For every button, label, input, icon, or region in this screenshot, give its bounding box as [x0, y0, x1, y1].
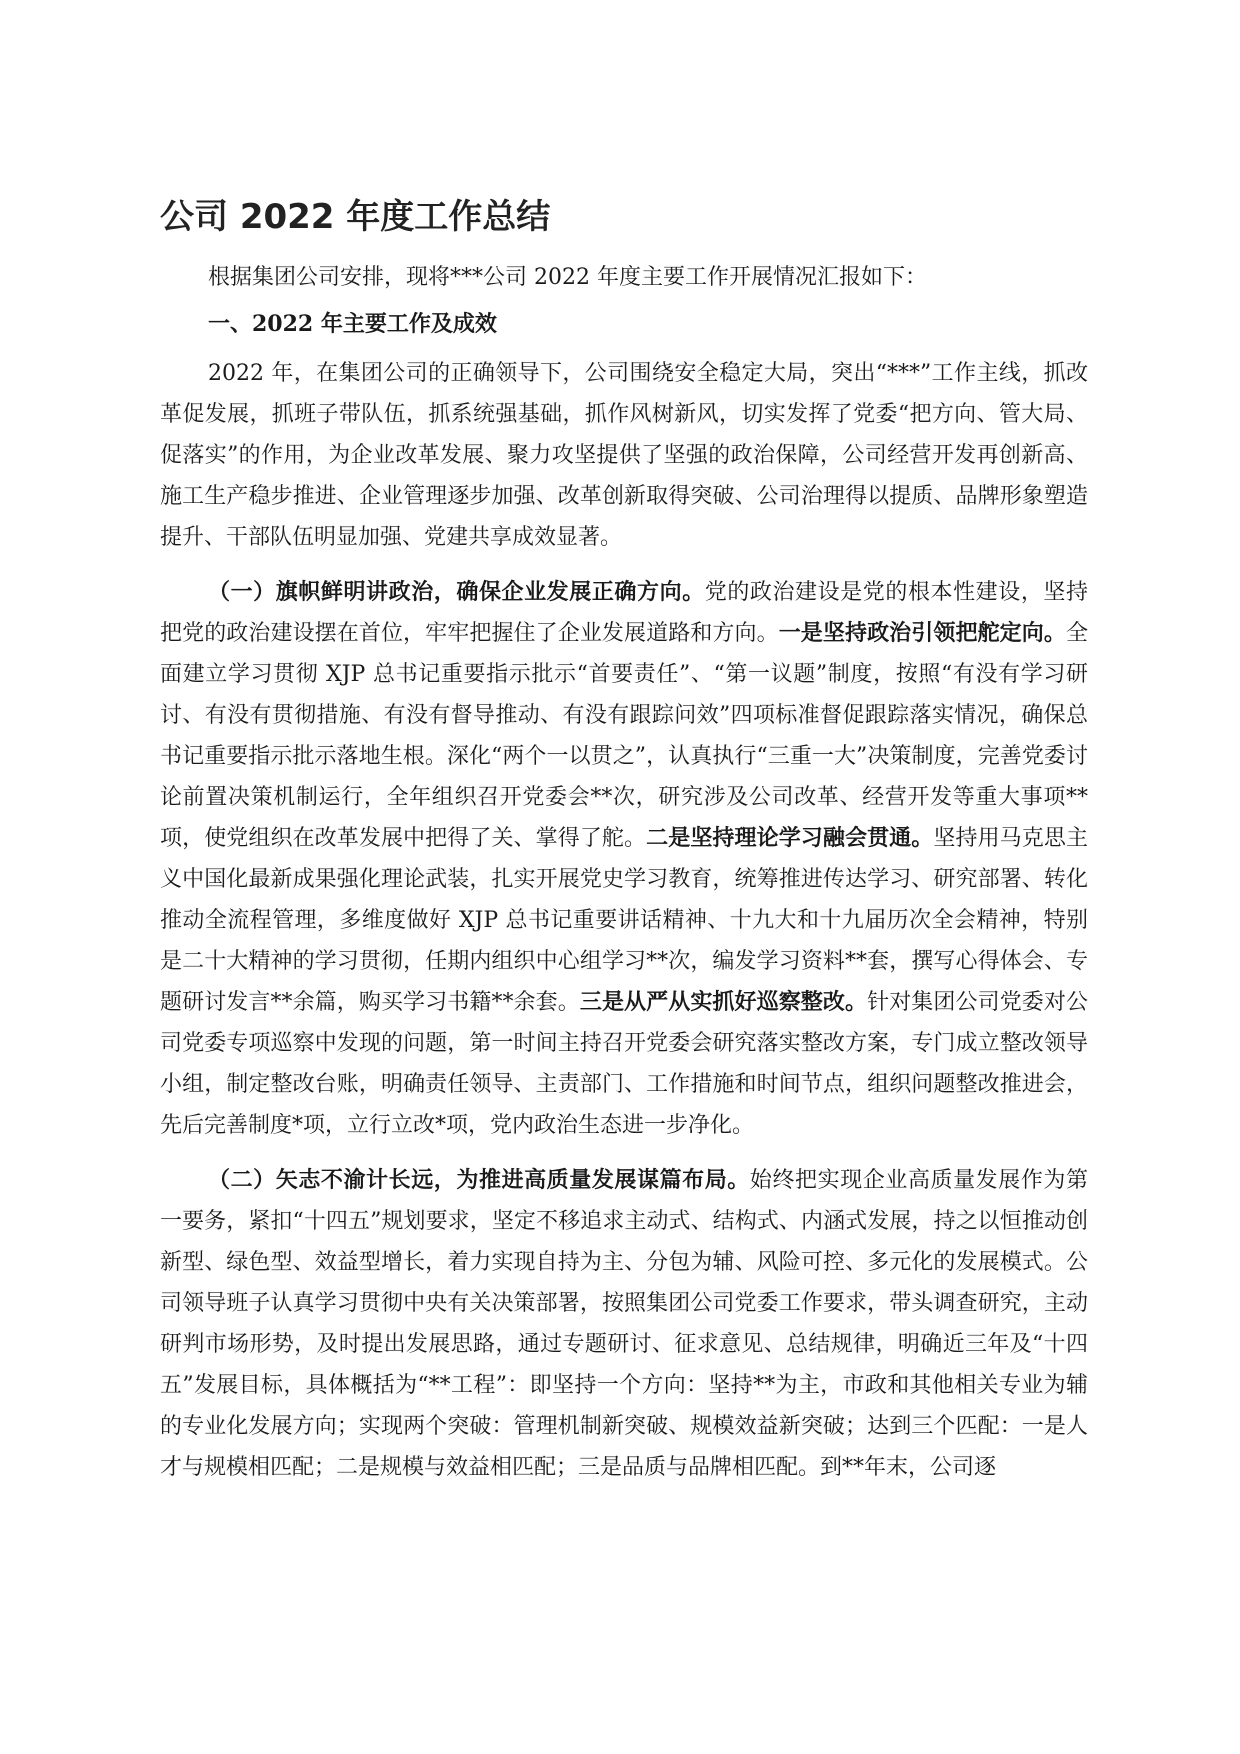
item-one-point-one: 一是坚持政治引领把舵定向。: [778, 620, 1066, 646]
item-one-point-two: 二是坚持理论学习融会贯通。: [646, 825, 934, 851]
item-one-point-three: 三是从严从实抓好巡察整改。: [579, 989, 868, 1015]
section-summary-paragraph: 2022 年，在集团公司的正确领导下，公司围绕安全稳定大局，突出“***”工作主线，抓改革促发展，抓班子带队伍，抓系统强基础，抓作风树新风，切实发挥了党委“把方向、管大局、促落实”的作用，为企业改革发展、聚力攻坚提供了坚强的政治保障，公司经营开发再创新高、施工生产稳步推进、企业管理逐步加强、改革创新取得突破、公司治理得以提质、品牌形象塑造提升、干部队伍明显加强、党建共享成效显著。: [160, 361, 1088, 550]
item-one-point-one-text: 全面建立学习贯彻 XJP 总书记重要指示批示“首要责任”、“第一议题”制度，按照“有没有学习研讨、有没有贯彻措施、有没有督导推动、有没有跟踪问效”四项标准督促跟踪落实情况，确保总书记重要指示批示落地生根。深化“两个一以贯之”，认真执行“三重一大”决策制度，完善党委讨论前置决策机制运行，全年组织召开党委会**次，研究涉及公司改革、经营开发等重大事项**项，使党组织在改革发展中把得了关、掌得了舵。: [160, 621, 1088, 851]
section-heading: 一、2022 年主要工作及成效: [208, 311, 497, 337]
document-page: [160, 195, 1088, 1502]
item-two-heading: （二）矢志不渝计长远，为推进高质量发展谋篇布局。: [208, 1167, 750, 1193]
item-one-point-two-text: 坚持用马克思主义中国化最新成果强化理论武装，扎实开展党史学习教育，统筹推进传达学习、研究部署、转化推动全流程管理，多维度做好 XJP 总书记重要讲话精神、十九大和十九届历次全会精神，特别是二十大精神的学习贯彻，任期内组织中心组学习**次，编发学习资料**套，撰写心得体会、专题研讨发言**余篇，购买学习书籍**余套。: [160, 826, 1088, 1015]
item-one-heading: （一）旗帜鲜明讲政治，确保企业发展正确方向。: [208, 579, 705, 605]
item-two-text: 始终把实现企业高质量发展作为第一要务，紧扣“十四五”规划要求，坚定不移追求主动式、结构式、内涵式发展，持之以恒推动创新型、绿色型、效益型增长，着力实现自持为主、分包为辅、风险可控、多元化的发展模式。公司领导班子认真学习贯彻中央有关决策部署，按照集团公司党委工作要求，带头调查研究，主动研判市场形势，及时提出发展思路，通过专题研讨、征求意见、总结规律，明确近三年及“十四五”发展目标，具体概括为“**工程”：即坚持一个方向：坚持**为主，市政和其他相关专业为辅的专业化发展方向；实现两个突破：管理机制新突破、规模效益新突破；达到三个匹配：一是人才与规模相匹配；二是规模与效益相匹配；三是品质与品牌相匹配。到**年末，公司逐: [160, 1168, 1088, 1480]
intro-paragraph: 根据集团公司安排，现将***公司 2022 年度主要工作开展情况汇报如下：: [208, 265, 927, 290]
item-one-text: 党的政治建设是党的根本性建设，坚持把党的政治建设摆在首位，牢牢把握住了企业发展道路和方向。: [160, 580, 1088, 646]
item-one-paragraph: [160, 572, 1088, 1146]
item-two-paragraph: [160, 1160, 1088, 1488]
item-one-point-three-text: 针对集团公司党委对公司党委专项巡察中发现的问题，第一时间主持召开党委会研究落实整改方案，专门成立整改领导小组，制定整改台账，明确责任领导、主责部门、工作措施和时间节点，组织问题整改推进会，先后完善制度*项，立行立改*项，党内政治生态进一步净化。: [160, 990, 1088, 1138]
document-title: 公司 2022 年度工作总结: [160, 197, 551, 237]
